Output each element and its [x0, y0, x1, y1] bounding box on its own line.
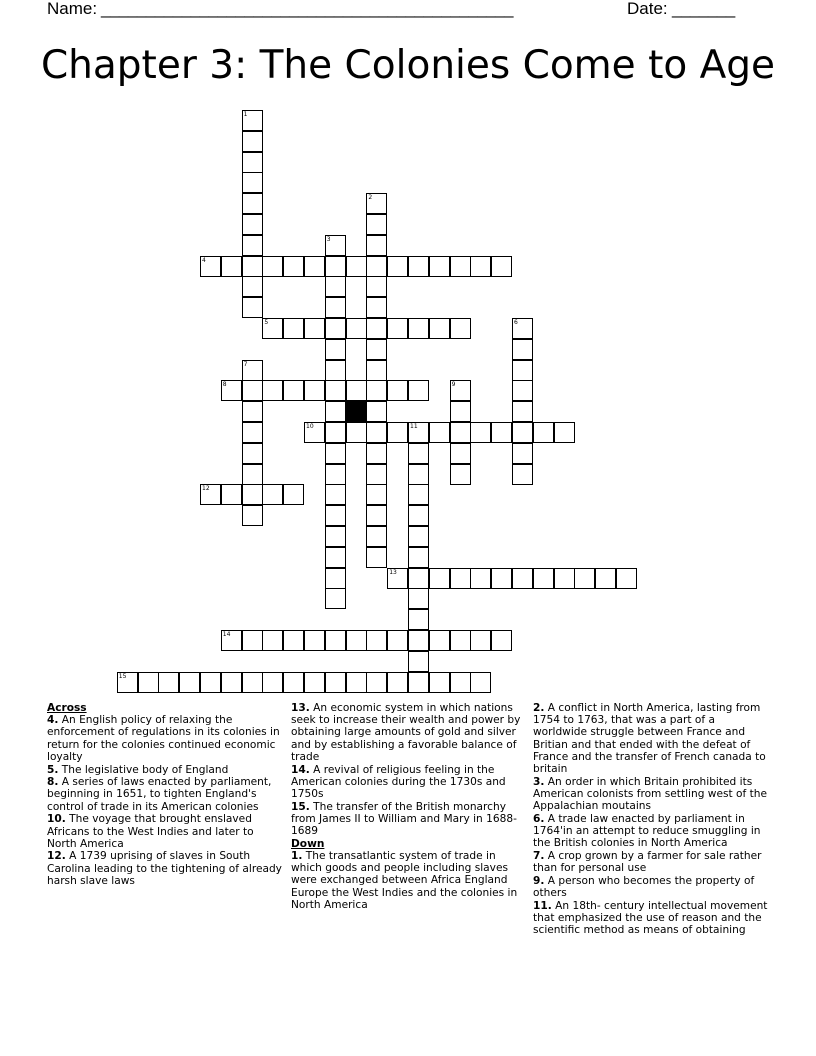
grid-cell[interactable]: [366, 380, 387, 401]
clue-down-6: 6. A trade law enacted by parliament in 1764'in an attempt to reduce smuggling in the British colonies in North America: [533, 812, 761, 850]
grid-cell[interactable]: [325, 422, 346, 443]
grid-cell[interactable]: [346, 256, 367, 277]
grid-cell[interactable]: [491, 568, 512, 589]
grid-cell[interactable]: [242, 443, 263, 464]
grid-cell[interactable]: [242, 484, 263, 505]
grid-cell[interactable]: [366, 505, 387, 526]
grid-cell[interactable]: [325, 568, 346, 589]
grid-cell[interactable]: [242, 172, 263, 193]
grid-cell[interactable]: [221, 672, 242, 693]
grid-cell[interactable]: [242, 401, 263, 422]
name-label: Name:: [47, 0, 98, 18]
grid-cell[interactable]: [408, 484, 429, 505]
grid-cell[interactable]: [533, 568, 554, 589]
grid-cell[interactable]: [346, 672, 367, 693]
clue-number: 5: [264, 319, 269, 326]
grid-cell[interactable]: [242, 152, 263, 173]
grid-cell[interactable]: [325, 256, 346, 277]
clue-down-9: 9. A person who becomes the property of others: [533, 874, 755, 900]
clues-column-3: [533, 702, 769, 937]
grid-cell[interactable]: [242, 380, 263, 401]
grid-cell[interactable]: [325, 318, 346, 339]
grid-cell[interactable]: [450, 318, 471, 339]
grid-cell[interactable]: [242, 422, 263, 443]
grid-cell[interactable]: [366, 360, 387, 381]
grid-cell[interactable]: [366, 339, 387, 360]
grid-cell[interactable]: [325, 588, 346, 609]
grid-cell[interactable]: [200, 672, 221, 693]
grid-cell[interactable]: [262, 484, 283, 505]
grid-cell[interactable]: [346, 380, 367, 401]
clue-across-15: 15. The transfer of the British monarchy from James II to William and Mary in 1688-1689: [291, 800, 517, 838]
across-heading: Across: [47, 702, 87, 714]
grid-cell[interactable]: [450, 401, 471, 422]
grid-cell[interactable]: [283, 630, 304, 651]
grid-cell[interactable]: [408, 672, 429, 693]
grid-cell[interactable]: [346, 630, 367, 651]
grid-cell[interactable]: [325, 276, 346, 297]
grid-cell[interactable]: [408, 380, 429, 401]
grid-cell[interactable]: [283, 318, 304, 339]
grid-cell[interactable]: [387, 256, 408, 277]
grid-cell[interactable]: [325, 380, 346, 401]
grid-cell[interactable]: [408, 505, 429, 526]
grid-cell[interactable]: [512, 464, 533, 485]
grid-cell[interactable]: [512, 443, 533, 464]
clue-across-4: 4. An English policy of relaxing the enforcement of regulations in its colonies in return for the colonies continued economic loyalty: [47, 714, 280, 763]
grid-cell[interactable]: [408, 651, 429, 672]
grid-cell[interactable]: [325, 464, 346, 485]
clue-down-3: 3. An order in which Britain prohibited its American colonists from settling west of the Appalachian moutains: [533, 775, 767, 813]
grid-cell[interactable]: [512, 380, 533, 401]
grid-cell[interactable]: [470, 568, 491, 589]
grid-cell[interactable]: [616, 568, 637, 589]
grid-cell[interactable]: [304, 318, 325, 339]
grid-cell[interactable]: [429, 422, 450, 443]
grid-cell[interactable]: [408, 568, 429, 589]
grid-cell[interactable]: [429, 630, 450, 651]
date-field[interactable]: _______: [672, 0, 735, 18]
grid-cell[interactable]: [512, 422, 533, 443]
grid-cell[interactable]: [283, 256, 304, 277]
grid-cell[interactable]: [429, 672, 450, 693]
clue-across-10: 10. The voyage that brought enslaved Africans to the West Indies and later to North America: [47, 813, 254, 850]
name-field[interactable]: ______________________________________________: [101, 0, 513, 18]
grid-cell[interactable]: [533, 422, 554, 443]
grid-cell[interactable]: [304, 630, 325, 651]
grid-cell[interactable]: [408, 609, 429, 630]
grid-cell[interactable]: [138, 672, 159, 693]
grid-cell[interactable]: [325, 401, 346, 422]
grid-cell[interactable]: [470, 256, 491, 277]
grid-cell[interactable]: [470, 630, 491, 651]
grid-cell[interactable]: [179, 672, 200, 693]
grid-cell[interactable]: [242, 464, 263, 485]
grid-cell[interactable]: [262, 380, 283, 401]
grid-cell[interactable]: [491, 630, 512, 651]
clue-across-8: 8. A series of laws enacted by parliament, beginning in 1651, to tighten England's control of trade in its American colonies: [47, 776, 272, 813]
grid-cell[interactable]: [366, 443, 387, 464]
grid-cell[interactable]: [387, 318, 408, 339]
grid-cell[interactable]: [408, 256, 429, 277]
grid-cell[interactable]: [366, 214, 387, 235]
clue-number: 12: [202, 485, 210, 493]
grid-cell[interactable]: [450, 256, 471, 277]
grid-cell[interactable]: [262, 672, 283, 693]
grid-cell[interactable]: [158, 672, 179, 693]
grid-cell[interactable]: [242, 672, 263, 693]
grid-cell[interactable]: [346, 318, 367, 339]
grid-cell[interactable]: [242, 256, 263, 277]
clue-across-14: 14. A revival of religious feeling in the American colonies during the 1730s and 1750s: [291, 763, 506, 800]
grid-cell[interactable]: [554, 422, 575, 443]
grid-cell[interactable]: [450, 422, 471, 443]
grid-cell[interactable]: [366, 318, 387, 339]
down-heading: Down: [291, 837, 325, 850]
grid-cell[interactable]: [574, 568, 595, 589]
grid-cell[interactable]: [387, 630, 408, 651]
clue-number: 1: [243, 111, 248, 118]
grid-cell[interactable]: [512, 360, 533, 381]
grid-cell[interactable]: [512, 339, 533, 360]
grid-cell[interactable]: [366, 672, 387, 693]
grid-cell[interactable]: [366, 526, 387, 547]
grid-cell[interactable]: [450, 464, 471, 485]
grid-cell[interactable]: [595, 568, 616, 589]
clue-number: 3: [326, 235, 331, 243]
grid-cell[interactable]: [242, 630, 263, 651]
page-title: Chapter 3: The Colonies Come to Age: [40, 43, 776, 88]
grid-cell[interactable]: [408, 318, 429, 339]
grid-cell[interactable]: [242, 214, 263, 235]
grid-cell[interactable]: [450, 443, 471, 464]
clue-number: 6: [514, 319, 518, 326]
grid-cell[interactable]: [304, 256, 325, 277]
clue-number: 10: [306, 423, 314, 430]
grid-cell[interactable]: [470, 672, 491, 693]
grid-cell[interactable]: [325, 505, 346, 526]
grid-cell[interactable]: [408, 443, 429, 464]
grid-cell[interactable]: [283, 380, 304, 401]
date-label: Date:: [627, 0, 668, 18]
clue-across-13: 13. An economic system in which nations seek to increase their wealth and power by obtaining large amounts of gold and silver and by establishing a favorable balance of trade: [291, 702, 521, 763]
grid-cell[interactable]: [242, 235, 263, 256]
clues-column-2: [291, 702, 527, 911]
grid-cell[interactable]: [512, 401, 533, 422]
grid-cell[interactable]: [325, 443, 346, 464]
black-cell: [346, 401, 367, 422]
clue-down-7: 7. A crop grown by a farmer for sale rather than for personal use: [533, 849, 762, 875]
grid-cell[interactable]: [366, 235, 387, 256]
grid-cell[interactable]: [491, 256, 512, 277]
grid-cell[interactable]: [366, 547, 387, 568]
grid-cell[interactable]: [325, 484, 346, 505]
clue-across-12: 12. A 1739 uprising of slaves in South Carolina leading to the tightening of already harsh slave laws: [47, 850, 282, 887]
grid-cell[interactable]: [346, 422, 367, 443]
grid-cell[interactable]: [366, 256, 387, 277]
clue-across-5: 5. The legislative body of England: [47, 763, 229, 776]
grid-cell[interactable]: [408, 588, 429, 609]
clue-number: 8: [222, 381, 227, 389]
clue-number: 7: [243, 360, 248, 368]
clue-down-2: 2. A conflict in North America, lasting from 1754 to 1763, that was a part of a worldwide struggle between France and Britian and that ended with the defeat of France and the transfer of French canada to britain: [533, 702, 766, 776]
grid-cell[interactable]: [366, 422, 387, 443]
grid-cell[interactable]: [450, 630, 471, 651]
grid-cell[interactable]: [512, 568, 533, 589]
grid-cell[interactable]: [408, 547, 429, 568]
grid-cell[interactable]: [408, 464, 429, 485]
grid-cell[interactable]: [242, 276, 263, 297]
grid-cell[interactable]: [408, 526, 429, 547]
grid-cell[interactable]: [429, 568, 450, 589]
grid-cell[interactable]: [242, 505, 263, 526]
grid-cell[interactable]: [429, 256, 450, 277]
grid-cell[interactable]: [325, 672, 346, 693]
grid-cell[interactable]: [387, 422, 408, 443]
grid-cell[interactable]: [366, 484, 387, 505]
grid-cell[interactable]: [554, 568, 575, 589]
grid-cell[interactable]: [450, 672, 471, 693]
grid-cell[interactable]: [387, 672, 408, 693]
clue-number: 2: [368, 194, 373, 202]
grid-cell[interactable]: [325, 547, 346, 568]
clue-number: 15: [118, 672, 127, 680]
clue-number: 9: [451, 381, 456, 389]
grid-cell[interactable]: [450, 568, 471, 589]
grid-cell[interactable]: [262, 256, 283, 277]
grid-cell[interactable]: [325, 360, 346, 381]
grid-cell[interactable]: [325, 526, 346, 547]
grid-cell[interactable]: [325, 339, 346, 360]
grid-cell[interactable]: [283, 484, 304, 505]
grid-cell[interactable]: [366, 276, 387, 297]
grid-cell[interactable]: [242, 297, 263, 318]
grid-cell[interactable]: [429, 318, 450, 339]
grid-cell[interactable]: [242, 131, 263, 152]
clue-down-11: 11. An 18th- century intellectual movement that emphasized the use of reason and the scientific method as means of obtaining: [533, 899, 768, 937]
clue-down-1: 1. The transatlantic system of trade in which goods and people including slaves were exchanged between Africa England Europe the West Indies and the colonies in North America: [291, 849, 518, 911]
grid-cell[interactable]: [366, 297, 387, 318]
grid-cell[interactable]: [325, 630, 346, 651]
grid-cell[interactable]: [470, 422, 491, 443]
clue-number: 11: [410, 423, 418, 430]
grid-cell[interactable]: [283, 672, 304, 693]
grid-cell[interactable]: [366, 464, 387, 485]
clue-number: 4: [202, 256, 206, 264]
grid-cell[interactable]: [242, 193, 263, 214]
grid-cell[interactable]: [325, 297, 346, 318]
grid-cell[interactable]: [304, 672, 325, 693]
grid-cell[interactable]: [221, 484, 242, 505]
grid-cell[interactable]: [262, 630, 283, 651]
clue-number: 14: [222, 631, 231, 638]
clues-column-1: [47, 702, 283, 888]
grid-cell[interactable]: [387, 380, 408, 401]
clue-number: 13: [389, 568, 397, 576]
grid-cell[interactable]: [221, 256, 242, 277]
grid-cell[interactable]: [366, 630, 387, 651]
grid-cell[interactable]: [408, 630, 429, 651]
grid-cell[interactable]: [304, 380, 325, 401]
grid-cell[interactable]: [491, 422, 512, 443]
grid-cell[interactable]: [366, 401, 387, 422]
